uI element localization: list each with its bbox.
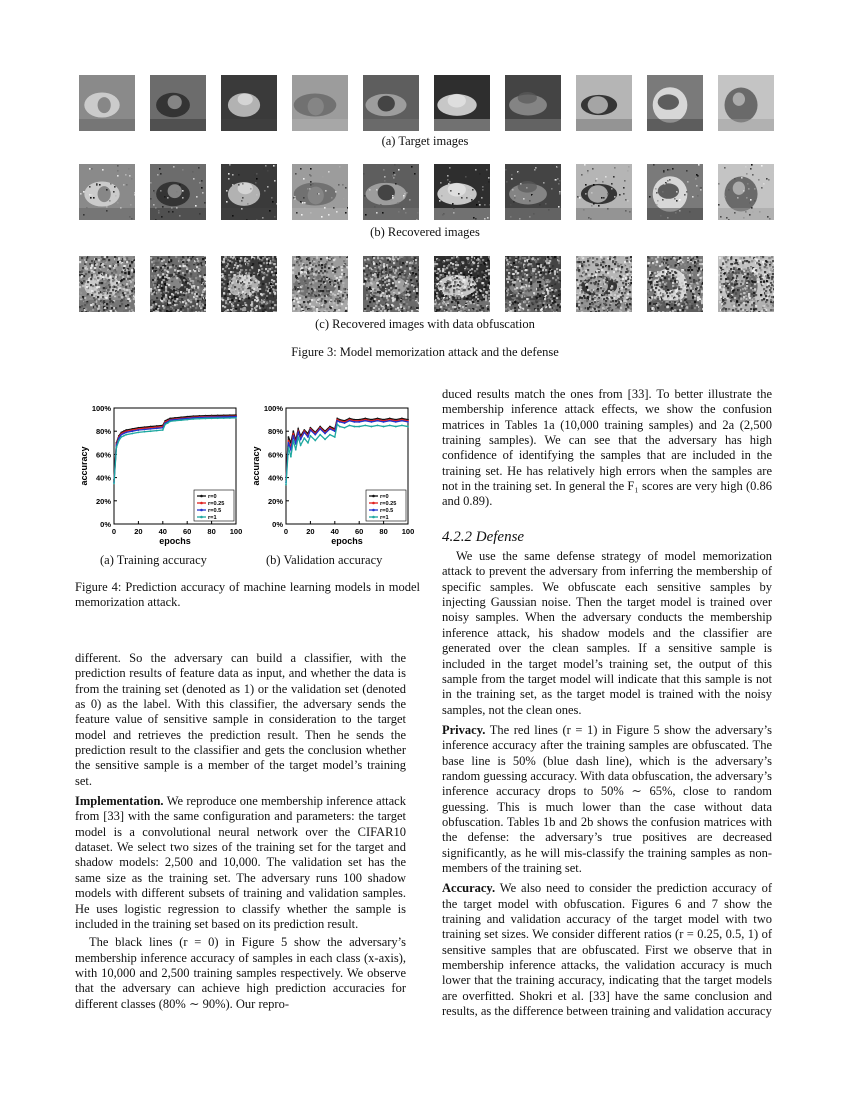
thumbnail-cat [292,75,348,131]
defense-paragraph: We use the same defense strategy of model memorization attack to prevent the adversary from inferring the membership of specific samples. We obfuscate each sensitive samples by injecting Gaussian noise. Then the target model is trained over noisy samples. When the adversary conducts the membership inference attack, his shadow models and the classifier are generated over the clean samples. If a sensitive sample is included in the target model’s training set, the output of this sample from the target model will indicate that this sample is not in the training set, as the target model is trained with the noisy samples, not the clean ones. [442,549,772,717]
figure3-row-recovered [79,164,776,220]
data-point [292,430,294,432]
thumbnail-horse [576,256,632,312]
data-point [186,419,188,421]
thumbnail-automobile [150,164,206,220]
data-point [150,430,152,432]
data-point [125,434,127,436]
x-tick-label: 80 [379,527,388,536]
data-point [353,421,355,423]
data-point [118,440,120,442]
subsection-heading: 4.2.2 Defense [442,528,525,545]
y-tick-label: 0% [272,520,283,529]
figure4-caption-a: (a) Training accuracy [100,553,207,567]
legend-label: r=0.25 [208,501,225,508]
x-tick-label: 100 [229,527,243,536]
data-point [377,425,379,427]
thumbnail-horse [576,75,632,131]
data-point [150,428,152,430]
accuracy-text: We also need to consider the prediction accuracy of the target model with obfuscation. Figures 6 and 7 show the training and validation accuracy of the target model with two training set sizes. We consider different ratios (r = 0.25, 0.5, 1) of sensitive samples that are obfuscated. First we observe that in membership inference attacks, the validation accuracy is much lower that the training accuracy, indicating that the target models are overfitted. Shokri et al. [33] have the same conclusion and results, as the difference between training and validation accuracy [442,881,772,1019]
data-point [329,434,331,436]
data-point [211,417,213,419]
data-point [174,420,176,422]
legend-marker [200,516,203,519]
training-accuracy-svg [78,398,248,550]
data-point [113,483,115,485]
data-point [319,428,321,430]
thumbnail-dog [434,164,490,220]
figure3-caption: Figure 3: Model memorization attack and the defense [291,345,559,359]
data-point [389,420,391,422]
data-point [371,421,373,423]
accuracy-paragraph [442,881,772,1019]
data-point [125,431,127,433]
figure3-caption-c: (c) Recovered images with data obfuscation [315,317,535,331]
figure4-caption-b: (b) Validation accuracy [266,553,383,567]
legend-label: r=0 [208,494,217,501]
right-column [442,387,772,1019]
data-point [229,417,231,419]
thumbnail-horse [576,164,632,220]
thumbnail-frog [505,164,561,220]
thumbnail-airplane [79,256,135,312]
y-tick-label: 20% [267,496,283,506]
validation-accuracy-chart [250,398,420,550]
thumbnail-deer [363,75,419,131]
x-axis-label: epochs [331,536,363,546]
data-point [223,417,225,419]
data-point [364,425,366,427]
data-point [297,431,299,433]
thumbnail-bird [221,256,277,312]
data-point [358,426,360,428]
data-point [324,438,326,440]
x-tick-label: 0 [283,527,289,536]
data-point [349,420,351,422]
data-point [314,434,316,436]
data-point [303,431,305,433]
y-axis-label: accuracy [251,446,261,486]
data-point [192,418,194,420]
data-point [401,420,403,422]
legend-marker [372,502,375,505]
thumbnail-deer [363,164,419,220]
data-point [349,425,351,427]
data-point [144,431,146,433]
thumbnail-truck [718,75,774,131]
data-point [358,421,360,423]
x-tick-label: 80 [207,527,216,536]
legend-marker [372,509,375,512]
data-point [138,431,140,433]
validation-accuracy-svg [250,398,420,550]
data-point [162,429,164,431]
x-tick-label: 40 [330,527,339,536]
thumbnail-dog [434,75,490,131]
data-point [307,442,309,444]
training-accuracy-chart [78,398,248,550]
left-column [75,651,406,1012]
data-point [389,425,391,427]
series-line-r=0 [286,418,408,477]
data-point [339,426,341,428]
x-tick-label: 60 [183,527,192,536]
thumbnail-airplane [79,75,135,131]
data-point [324,433,326,435]
thumbnail-cat [292,164,348,220]
data-point [292,440,294,442]
y-tick-label: 40% [95,473,111,483]
thumbnail-ship [647,256,703,312]
data-point [156,427,158,429]
data-point [180,419,182,421]
data-point [310,435,312,437]
data-point [217,417,219,419]
thumbnail-automobile [150,256,206,312]
data-point [290,456,292,458]
data-point [300,444,302,446]
legend-label: r=0.5 [380,508,394,515]
data-point [344,427,346,429]
data-point [144,429,146,431]
data-point [167,422,169,424]
legend-marker [372,495,375,498]
legend-label: r=0.5 [208,508,222,515]
data-point [138,429,140,431]
data-point [307,436,309,438]
y-tick-label: 20% [95,496,111,506]
data-point [300,438,302,440]
data-point [407,426,409,428]
x-tick-label: 40 [158,527,167,536]
legend-label: r=0.25 [380,501,397,508]
data-point [401,425,403,427]
figure3-caption-b: (b) Recovered images [370,225,480,239]
data-point [295,449,297,451]
thumbnail-cat [292,256,348,312]
data-point [131,433,133,435]
accuracy-heading: Accuracy. [442,881,496,896]
data-point [364,420,366,422]
data-point [199,418,201,420]
thumbnail-truck [718,164,774,220]
data-point [120,436,122,438]
implementation-text: We reproduce one membership inference attack from [33] with the same configuration and parameters: the target model is a convolutional neural network over the CIFAR10 dataset. We select two sizes of the training set for the target and shadow models: 2,500 and 10,000. The validation set has the same size as the training set. The adversary runs 100 shadow models with different subsets of training and validation samples. He uses logistic regression to classify whether the sample is included in the training set based on its prediction result. [75,794,406,931]
data-point [131,430,133,432]
thumbnail-dog [434,256,490,312]
data-point [288,440,290,442]
data-point [336,423,338,425]
y-tick-label: 40% [267,473,283,483]
data-point [116,447,118,449]
data-point [285,484,287,486]
x-axis-label: epochs [159,536,191,546]
data-point [395,421,397,423]
series-line-r=0.25 [114,416,236,481]
figure3-row-target [79,75,776,131]
implementation-heading: Implementation. [75,794,164,809]
data-point [288,447,290,449]
thumbnail-automobile [150,75,206,131]
data-point [288,442,290,444]
x-tick-label: 0 [111,527,117,536]
data-point [377,420,379,422]
data-point [383,426,385,428]
x-tick-label: 20 [134,527,143,536]
data-point [303,437,305,439]
data-point [297,436,299,438]
thumbnail-frog [505,256,561,312]
data-point [169,420,171,422]
right-paragraph-top: duced results match the ones from [33]. To better illustrate the membership inference attack effects, we show the confusion matrices in Tables 1a (10,000 training samples) and 2a (2,500 training samples). We can see that the adversary has high confidence of identifying the samples that are included in the training set. He has relatively high errors when the samples are not in the training set. In general the F₁ scores are very high (0.86 and 0.89). [442,387,772,509]
data-point [123,435,125,437]
privacy-text: The red lines (r = 1) in Figure 5 show the adversary’s inference accuracy after the training samples are obfuscated. The base line is 50% (blue dash line), which is the adversary’s random guessing accuracy. With data obfuscation, the adversary’s inference accuracy drops to 50% ∼ 65%, close to random guessing. This is much lower than the case without data obfuscation. Tables 1b and 2b shows the confusion matrices with the defense: the adversary’s true positives are decreased significantly, as he will mis-classify the training samples as non-members of the training set. [442,722,773,875]
y-tick-label: 100% [263,404,283,413]
data-point [344,422,346,424]
data-point [292,433,294,435]
data-point [334,436,336,438]
legend-marker [200,509,203,512]
privacy-paragraph [442,723,772,876]
data-point [383,421,385,423]
data-point [310,429,312,431]
data-point [205,418,207,420]
thumbnail-bird [221,164,277,220]
series-line-r=0.25 [286,420,408,480]
data-point [407,421,409,423]
privacy-heading: Privacy. [442,722,486,737]
x-tick-label: 100 [401,527,415,536]
data-point [371,426,373,428]
thumbnail-bird [221,75,277,131]
figure3-row-obfuscated [79,256,776,312]
implementation-paragraph [75,794,406,932]
x-tick-label: 60 [355,527,364,536]
legend-label: r=1 [208,515,217,522]
left-paragraph-3: The black lines (r = 0) in Figure 5 show the adversary’s membership inference accuracy of samples in each class (x-axis), with 10,000 and 2,500 training samples respectively. We observe that the adversary can achieve high prediction accuracies for different classes (80% ∼ 90%). Our repro- [75,935,406,1011]
data-point [353,426,355,428]
data-point [235,417,237,419]
series-line-r=1 [114,418,236,484]
thumbnail-airplane [79,164,135,220]
data-point [156,430,158,432]
data-point [123,433,125,435]
data-point [329,428,331,430]
data-point [395,426,397,428]
series-line-r=0.5 [114,417,236,483]
left-paragraph-1: different. So the adversary can build a classifier, with the prediction results of feature data as input, and whether the data is from the training set (denoted as 1) or the validation set (denoted as 0) as the label. With this classifier, the adversary sends the feature value of sensitive sample in consideration to the target model and retrieves the prediction result. Then he sends the prediction result to the classifier and gets the conclusion whether the sensitive sample is a member of the target model’s training set. [75,651,406,788]
legend-marker [372,516,375,519]
y-tick-label: 100% [91,404,111,413]
data-point [339,421,341,423]
y-tick-label: 0% [100,520,111,529]
legend-marker [200,495,203,498]
y-tick-label: 60% [95,450,111,460]
y-tick-label: 80% [95,427,111,437]
legend-marker [200,502,203,505]
data-point [319,434,321,436]
data-point [120,434,122,436]
x-tick-label: 20 [306,527,315,536]
series-line-r=0 [114,415,236,480]
figure4-caption: Figure 4: Prediction accuracy of machine learning models in model memorization attack. [75,580,420,610]
thumbnail-deer [363,256,419,312]
data-point [288,436,290,438]
thumbnail-ship [647,164,703,220]
legend-label: r=1 [380,515,389,522]
data-point [164,423,166,425]
data-point [336,420,338,422]
thumbnail-frog [505,75,561,131]
y-axis-label: accuracy [79,446,89,486]
y-tick-label: 80% [267,427,283,437]
data-point [292,435,294,437]
legend-label: r=0 [380,494,389,501]
figure3-caption-a: (a) Target images [381,134,469,148]
thumbnail-ship [647,75,703,131]
thumbnail-truck [718,256,774,312]
data-point [314,440,316,442]
y-tick-label: 60% [267,450,283,460]
